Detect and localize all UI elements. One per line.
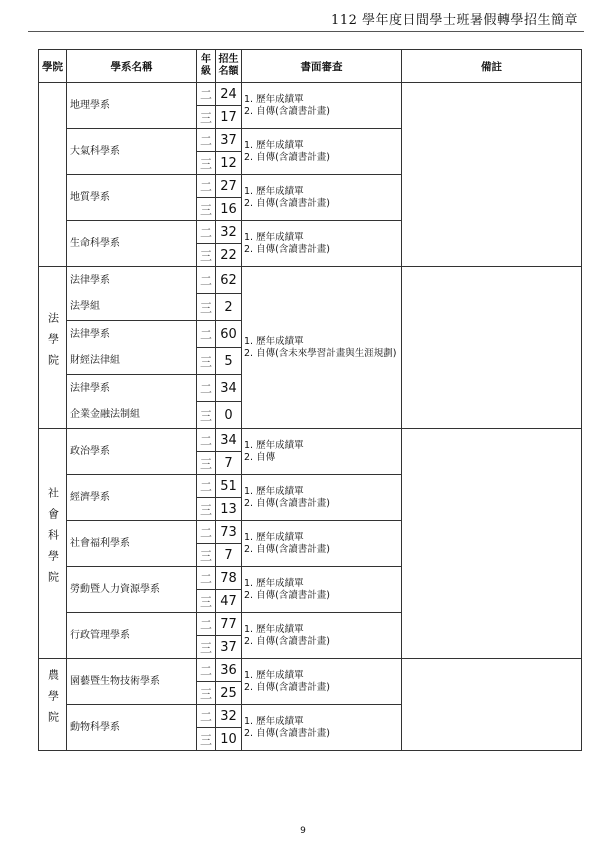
grade-cell: 二 bbox=[197, 659, 216, 682]
review-item: 2. 自傳 bbox=[244, 451, 276, 463]
review-item: 2. 自傳(含讀書計畫) bbox=[244, 151, 330, 163]
grade-cell: 三 bbox=[197, 348, 216, 375]
grade-cell: 二 bbox=[197, 705, 216, 728]
grade-cell: 三 bbox=[197, 244, 216, 267]
review-cell bbox=[242, 221, 402, 267]
dept-name-cell bbox=[67, 221, 197, 267]
quota-cell: 0 bbox=[216, 402, 242, 429]
dept-name-cell bbox=[67, 521, 197, 567]
review-item: 1. 歷年成績單 bbox=[244, 623, 304, 635]
grade-cell: 三 bbox=[197, 106, 216, 129]
quota-cell: 37 bbox=[216, 129, 242, 152]
dept-name-line: 法律學系 bbox=[70, 382, 110, 394]
review-cell bbox=[242, 429, 402, 475]
college-cell bbox=[39, 267, 67, 429]
dept-name-line: 社會福利學系 bbox=[70, 537, 130, 549]
dept-name-cell bbox=[67, 267, 197, 321]
grade-cell: 三 bbox=[197, 498, 216, 521]
review-cell bbox=[242, 567, 402, 613]
page-number: 9 bbox=[300, 826, 306, 836]
page-header-title: 112 學年度日間學士班暑假轉學招生簡章 bbox=[331, 13, 578, 28]
review-item: 2. 自傳(含讀書計畫) bbox=[244, 635, 330, 647]
dept-name-line: 動物科學系 bbox=[70, 721, 120, 733]
college-cell bbox=[39, 83, 67, 267]
table-row bbox=[39, 83, 582, 106]
grade-cell: 二 bbox=[197, 475, 216, 498]
note-cell bbox=[402, 83, 582, 267]
quota-cell: 34 bbox=[216, 375, 242, 402]
review-item: 2. 自傳(含讀書計畫) bbox=[244, 105, 330, 117]
quota-cell: 2 bbox=[216, 294, 242, 321]
dept-name-line: 經濟學系 bbox=[70, 491, 110, 503]
note-cell bbox=[402, 659, 582, 751]
grade-cell: 二 bbox=[197, 375, 216, 402]
dept-name-line: 法學組 bbox=[70, 300, 100, 312]
college-name: 法學院 bbox=[46, 311, 60, 375]
quota-cell: 13 bbox=[216, 498, 242, 521]
grade-cell: 二 bbox=[197, 567, 216, 590]
col-header-grade: 年級 bbox=[197, 50, 216, 83]
review-item: 2. 自傳(含未來學習計畫與生涯規劃) bbox=[244, 347, 397, 359]
review-item: 1. 歷年成績單 bbox=[244, 185, 304, 197]
review-item: 2. 自傳(含讀書計畫) bbox=[244, 681, 330, 693]
quota-cell: 7 bbox=[216, 452, 242, 475]
note-cell bbox=[402, 429, 582, 659]
review-item: 1. 歷年成績單 bbox=[244, 715, 304, 727]
review-cell bbox=[242, 83, 402, 129]
quota-cell: 10 bbox=[216, 728, 242, 751]
dept-name-cell bbox=[67, 83, 197, 129]
quota-cell: 51 bbox=[216, 475, 242, 498]
table-body bbox=[39, 83, 582, 751]
grade-cell: 二 bbox=[197, 613, 216, 636]
dept-name-cell bbox=[67, 475, 197, 521]
college-name: 農學院 bbox=[46, 668, 60, 732]
header-divider bbox=[28, 31, 584, 32]
quota-cell: 16 bbox=[216, 198, 242, 221]
college-cell bbox=[39, 429, 67, 659]
grade-cell: 三 bbox=[197, 590, 216, 613]
college-name: 社會科學院 bbox=[46, 486, 60, 592]
table-row bbox=[39, 429, 582, 452]
quota-cell: 27 bbox=[216, 175, 242, 198]
review-cell bbox=[242, 129, 402, 175]
quota-cell: 47 bbox=[216, 590, 242, 613]
dept-name-cell bbox=[67, 375, 197, 429]
quota-cell: 37 bbox=[216, 636, 242, 659]
review-item: 1. 歷年成績單 bbox=[244, 669, 304, 681]
dept-name-line: 財經法律組 bbox=[70, 354, 120, 366]
dept-name-cell bbox=[67, 613, 197, 659]
quota-cell: 78 bbox=[216, 567, 242, 590]
dept-name-cell bbox=[67, 175, 197, 221]
review-item: 1. 歷年成績單 bbox=[244, 531, 304, 543]
quota-cell: 25 bbox=[216, 682, 242, 705]
table-row bbox=[39, 659, 582, 682]
quota-cell: 77 bbox=[216, 613, 242, 636]
dept-name-line: 大氣科學系 bbox=[70, 145, 120, 157]
quota-cell: 36 bbox=[216, 659, 242, 682]
quota-cell: 60 bbox=[216, 321, 242, 348]
grade-cell: 三 bbox=[197, 544, 216, 567]
grade-cell: 三 bbox=[197, 198, 216, 221]
quota-cell: 73 bbox=[216, 521, 242, 544]
review-item: 2. 自傳(含讀書計畫) bbox=[244, 727, 330, 739]
col-header-review: 書面審查 bbox=[242, 50, 402, 83]
quota-cell: 24 bbox=[216, 83, 242, 106]
review-item: 2. 自傳(含讀書計畫) bbox=[244, 243, 330, 255]
quota-cell: 7 bbox=[216, 544, 242, 567]
grade-cell: 三 bbox=[197, 728, 216, 751]
quota-cell: 22 bbox=[216, 244, 242, 267]
dept-name-line: 勞動暨人力資源學系 bbox=[70, 583, 160, 595]
grade-cell: 三 bbox=[197, 636, 216, 659]
quota-cell: 5 bbox=[216, 348, 242, 375]
grade-cell: 二 bbox=[197, 129, 216, 152]
review-item: 1. 歷年成績單 bbox=[244, 577, 304, 589]
grade-cell: 二 bbox=[197, 221, 216, 244]
quota-cell: 32 bbox=[216, 705, 242, 728]
grade-cell: 二 bbox=[197, 267, 216, 294]
review-cell bbox=[242, 659, 402, 705]
dept-name-cell bbox=[67, 321, 197, 375]
review-cell bbox=[242, 705, 402, 751]
quota-cell: 62 bbox=[216, 267, 242, 294]
review-item: 2. 自傳(含讀書計畫) bbox=[244, 497, 330, 509]
table-header-row bbox=[39, 50, 582, 83]
review-item: 1. 歷年成績單 bbox=[244, 485, 304, 497]
review-cell bbox=[242, 475, 402, 521]
grade-cell: 二 bbox=[197, 321, 216, 348]
review-item: 2. 自傳(含讀書計畫) bbox=[244, 197, 330, 209]
note-cell bbox=[402, 267, 582, 429]
dept-name-line: 企業金融法制組 bbox=[70, 408, 140, 420]
dept-name-line: 法律學系 bbox=[70, 274, 110, 286]
quota-cell: 34 bbox=[216, 429, 242, 452]
grade-cell: 二 bbox=[197, 429, 216, 452]
dept-name-line: 地理學系 bbox=[70, 99, 110, 111]
quota-cell: 12 bbox=[216, 152, 242, 175]
review-item: 1. 歷年成績單 bbox=[244, 93, 304, 105]
review-item: 2. 自傳(含讀書計畫) bbox=[244, 589, 330, 601]
dept-name-cell bbox=[67, 705, 197, 751]
dept-name-line: 行政管理學系 bbox=[70, 629, 130, 641]
dept-name-cell bbox=[67, 567, 197, 613]
dept-name-line: 生命科學系 bbox=[70, 237, 120, 249]
grade-cell: 三 bbox=[197, 294, 216, 321]
admission-table bbox=[38, 49, 582, 751]
dept-name-cell bbox=[67, 429, 197, 475]
review-item: 1. 歷年成績單 bbox=[244, 335, 304, 347]
col-header-college: 學院 bbox=[39, 50, 67, 83]
grade-cell: 三 bbox=[197, 452, 216, 475]
grade-cell: 三 bbox=[197, 152, 216, 175]
quota-cell: 32 bbox=[216, 221, 242, 244]
grade-cell: 二 bbox=[197, 175, 216, 198]
dept-name-line: 政治學系 bbox=[70, 445, 110, 457]
grade-cell: 二 bbox=[197, 83, 216, 106]
quota-cell: 17 bbox=[216, 106, 242, 129]
col-header-quota: 招生名額 bbox=[216, 50, 242, 83]
college-cell bbox=[39, 659, 67, 751]
dept-name-cell bbox=[67, 659, 197, 705]
table-row bbox=[39, 267, 582, 294]
review-item: 1. 歷年成績單 bbox=[244, 139, 304, 151]
review-cell bbox=[242, 175, 402, 221]
dept-name-line: 園藝暨生物技術學系 bbox=[70, 675, 160, 687]
review-cell bbox=[242, 613, 402, 659]
review-cell bbox=[242, 267, 402, 429]
dept-name-cell bbox=[67, 129, 197, 175]
col-header-dept: 學系名稱 bbox=[67, 50, 197, 83]
review-item: 1. 歷年成績單 bbox=[244, 439, 304, 451]
review-item: 2. 自傳(含讀書計畫) bbox=[244, 543, 330, 555]
grade-cell: 二 bbox=[197, 521, 216, 544]
col-header-note: 備註 bbox=[402, 50, 582, 83]
review-cell bbox=[242, 521, 402, 567]
dept-name-line: 法律學系 bbox=[70, 328, 110, 340]
grade-cell: 三 bbox=[197, 402, 216, 429]
dept-name-line: 地質學系 bbox=[70, 191, 110, 203]
review-item: 1. 歷年成績單 bbox=[244, 231, 304, 243]
grade-cell: 三 bbox=[197, 682, 216, 705]
